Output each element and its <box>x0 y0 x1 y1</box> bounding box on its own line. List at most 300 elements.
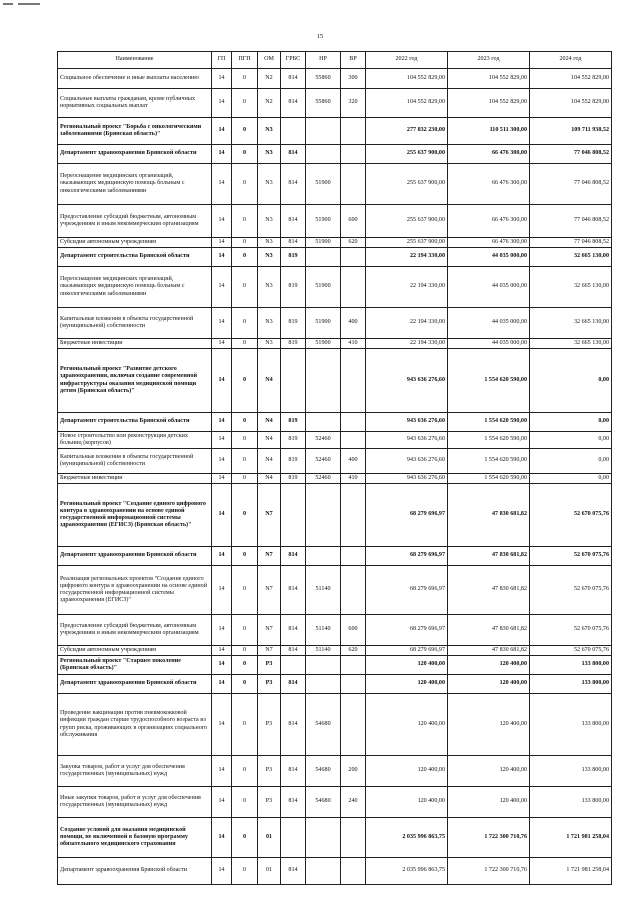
cell-2022: 943 636 276,60 <box>366 474 448 484</box>
cell-2022: 68 279 696,97 <box>366 484 448 547</box>
cell-grbs: 814 <box>281 675 306 694</box>
cell-gp: 14 <box>212 145 232 164</box>
cell-name: Предоставление субсидий бюджетным, автономным учреждениям и иным некоммерческим организациям <box>58 205 212 238</box>
cell-nr: 51900 <box>306 238 341 248</box>
cell-name: Переоснащение медицинских организаций, оказывающих медицинскую помощь больным с онкологическими заболеваниями <box>58 267 212 308</box>
cell-om: N3 <box>258 339 281 349</box>
cell-2024: 104 552 829,00 <box>530 69 612 89</box>
cell-om: 01 <box>258 858 281 885</box>
cell-2023: 44 035 000,00 <box>448 308 530 339</box>
cell-2022: 943 636 276,60 <box>366 449 448 474</box>
cell-gp: 14 <box>212 547 232 566</box>
cell-name: Департамент здравоохранения Брянской области <box>58 858 212 885</box>
cell-2024: 0,00 <box>530 449 612 474</box>
cell-pgp: 0 <box>232 267 258 308</box>
cell-pgp: 0 <box>232 547 258 566</box>
header-gp: ГП <box>212 52 232 69</box>
cell-name: Департамент здравоохранения Брянской области <box>58 145 212 164</box>
cell-2022: 120 400,00 <box>366 756 448 787</box>
cell-vr: 300 <box>341 69 366 89</box>
cell-2023: 1 554 620 590,00 <box>448 449 530 474</box>
table-row <box>58 238 612 248</box>
cell-2022: 120 400,00 <box>366 694 448 756</box>
cell-om: N7 <box>258 646 281 656</box>
cell-2022: 120 400,00 <box>366 675 448 694</box>
table-row <box>58 145 612 164</box>
cell-pgp: 0 <box>232 69 258 89</box>
cell-gp: 14 <box>212 756 232 787</box>
cell-2022: 68 279 696,97 <box>366 566 448 615</box>
cell-2023: 44 035 000,00 <box>448 339 530 349</box>
cell-gp: 14 <box>212 267 232 308</box>
cell-pgp: 0 <box>232 566 258 615</box>
header-vr: ВР <box>341 52 366 69</box>
cell-2024: 52 670 075,76 <box>530 484 612 547</box>
header-2022: 2022 год <box>366 52 448 69</box>
cell-vr: 400 <box>341 449 366 474</box>
cell-name: Субсидии автономным учреждениям <box>58 238 212 248</box>
table-header-row <box>58 52 612 69</box>
cell-gp: 14 <box>212 694 232 756</box>
table-row <box>58 615 612 646</box>
cell-2023: 104 552 829,00 <box>448 89 530 118</box>
cell-grbs: 814 <box>281 238 306 248</box>
cell-vr <box>341 547 366 566</box>
cell-2024: 32 665 130,00 <box>530 248 612 267</box>
cell-vr: 410 <box>341 474 366 484</box>
cell-grbs: 819 <box>281 432 306 449</box>
cell-2023: 120 400,00 <box>448 694 530 756</box>
header-nr: НР <box>306 52 341 69</box>
cell-vr <box>341 118 366 145</box>
cell-name: Бюджетные инвестиции <box>58 339 212 349</box>
cell-gp: 14 <box>212 349 232 413</box>
cell-2024: 0,00 <box>530 432 612 449</box>
cell-pgp: 0 <box>232 432 258 449</box>
cell-om: N3 <box>258 238 281 248</box>
table-row <box>58 267 612 308</box>
cell-2024: 52 670 075,76 <box>530 615 612 646</box>
cell-name: Закупка товаров, работ и услуг для обеспечения государственных (муниципальных) нужд <box>58 756 212 787</box>
cell-2024: 32 665 130,00 <box>530 308 612 339</box>
cell-pgp: 0 <box>232 449 258 474</box>
cell-2022: 255 637 900,00 <box>366 205 448 238</box>
cell-2022: 255 637 900,00 <box>366 238 448 248</box>
cell-2024: 32 665 130,00 <box>530 339 612 349</box>
cell-grbs <box>281 118 306 145</box>
cell-nr <box>306 656 341 675</box>
cell-2023: 1 554 620 590,00 <box>448 432 530 449</box>
cell-2022: 943 636 276,60 <box>366 413 448 432</box>
cell-vr: 410 <box>341 339 366 349</box>
cell-2024: 32 665 130,00 <box>530 267 612 308</box>
cell-2023: 47 830 681,82 <box>448 646 530 656</box>
cell-2024: 0,00 <box>530 349 612 413</box>
header-om: ОМ <box>258 52 281 69</box>
table-row <box>58 349 612 413</box>
cell-nr <box>306 349 341 413</box>
cell-2022: 2 035 996 863,75 <box>366 818 448 858</box>
cell-gp: 14 <box>212 69 232 89</box>
cell-2024: 133 800,00 <box>530 787 612 818</box>
cell-2022: 120 400,00 <box>366 787 448 818</box>
cell-gp: 14 <box>212 248 232 267</box>
cell-pgp: 0 <box>232 248 258 267</box>
cell-name: Департамент строительства Брянской области <box>58 248 212 267</box>
table-row <box>58 69 612 89</box>
cell-grbs: 819 <box>281 248 306 267</box>
cell-vr <box>341 432 366 449</box>
table-row <box>58 646 612 656</box>
cell-2023: 104 552 829,00 <box>448 69 530 89</box>
cell-2024: 52 670 075,76 <box>530 547 612 566</box>
header-2024: 2024 год <box>530 52 612 69</box>
cell-gp: 14 <box>212 118 232 145</box>
cell-pgp: 0 <box>232 339 258 349</box>
cell-name: Департамент здравоохранения Брянской области <box>58 547 212 566</box>
cell-grbs <box>281 818 306 858</box>
cell-2022: 277 832 230,00 <box>366 118 448 145</box>
table-row <box>58 118 612 145</box>
cell-name: Региональный проект "Создание единого цифрового контура в здравоохранении на основе единой государственной информационной системы здравоохранения (ЕГИСЗ) (Брянская область)" <box>58 484 212 547</box>
cell-om: P3 <box>258 656 281 675</box>
cell-2023: 66 476 300,00 <box>448 205 530 238</box>
cell-grbs: 814 <box>281 694 306 756</box>
cell-pgp: 0 <box>232 238 258 248</box>
cell-2022: 104 552 829,00 <box>366 69 448 89</box>
cell-2024: 104 552 829,00 <box>530 89 612 118</box>
cell-vr <box>341 566 366 615</box>
cell-2024: 77 046 808,52 <box>530 145 612 164</box>
cell-nr <box>306 547 341 566</box>
table-row <box>58 449 612 474</box>
cell-2023: 1 722 300 710,76 <box>448 818 530 858</box>
cell-2023: 66 476 300,00 <box>448 145 530 164</box>
cell-name: Капитальные вложения в объекты государственной (муниципальной) собственности <box>58 449 212 474</box>
cell-nr: 51140 <box>306 615 341 646</box>
cell-pgp: 0 <box>232 349 258 413</box>
cell-grbs: 814 <box>281 89 306 118</box>
cell-2023: 1 554 620 590,00 <box>448 349 530 413</box>
cell-nr: 52460 <box>306 432 341 449</box>
cell-nr: 54680 <box>306 756 341 787</box>
cell-grbs: 814 <box>281 547 306 566</box>
cell-om: N3 <box>258 118 281 145</box>
cell-pgp: 0 <box>232 694 258 756</box>
cell-nr: 51900 <box>306 267 341 308</box>
cell-2024: 133 800,00 <box>530 694 612 756</box>
cell-gp: 14 <box>212 308 232 339</box>
cell-grbs: 814 <box>281 205 306 238</box>
cell-grbs: 819 <box>281 339 306 349</box>
cell-grbs: 814 <box>281 858 306 885</box>
cell-om: P3 <box>258 756 281 787</box>
cell-grbs: 814 <box>281 69 306 89</box>
cell-om: N7 <box>258 566 281 615</box>
cell-om: N7 <box>258 484 281 547</box>
cell-vr: 620 <box>341 238 366 248</box>
cell-nr <box>306 484 341 547</box>
cell-grbs: 819 <box>281 308 306 339</box>
cell-nr <box>306 118 341 145</box>
cell-2023: 47 830 681,82 <box>448 484 530 547</box>
cell-name: Департамент строительства Брянской области <box>58 413 212 432</box>
cell-pgp: 0 <box>232 615 258 646</box>
table-row <box>58 694 612 756</box>
cell-name: Региональный проект "Борьба с онкологическими заболеваниями (Брянская область)" <box>58 118 212 145</box>
table-row <box>58 164 612 205</box>
cell-nr <box>306 858 341 885</box>
cell-2022: 255 637 900,00 <box>366 164 448 205</box>
cell-om: P3 <box>258 787 281 818</box>
cell-om: N3 <box>258 145 281 164</box>
cell-om: N3 <box>258 205 281 238</box>
cell-gp: 14 <box>212 675 232 694</box>
cell-pgp: 0 <box>232 787 258 818</box>
table-body <box>58 69 612 885</box>
cell-grbs: 814 <box>281 646 306 656</box>
cell-gp: 14 <box>212 474 232 484</box>
cell-2023: 44 035 000,00 <box>448 267 530 308</box>
cell-grbs: 814 <box>281 615 306 646</box>
cell-2022: 22 194 330,00 <box>366 308 448 339</box>
cell-gp: 14 <box>212 818 232 858</box>
cell-2022: 2 035 996 863,75 <box>366 858 448 885</box>
cell-2022: 120 400,00 <box>366 656 448 675</box>
cell-2023: 47 830 681,82 <box>448 615 530 646</box>
cell-name: Предоставление субсидий бюджетным, автономным учреждениям и иным некоммерческим организациям <box>58 615 212 646</box>
table-row <box>58 205 612 238</box>
scan-corner-mark <box>0 0 48 10</box>
cell-gp: 14 <box>212 484 232 547</box>
table-row <box>58 484 612 547</box>
cell-2023: 120 400,00 <box>448 787 530 818</box>
cell-grbs <box>281 349 306 413</box>
cell-2024: 1 721 981 258,04 <box>530 818 612 858</box>
cell-name: Социальные выплаты гражданам, кроме публичных нормативных социальных выплат <box>58 89 212 118</box>
cell-om: N3 <box>258 248 281 267</box>
cell-vr: 400 <box>341 308 366 339</box>
cell-vr: 600 <box>341 615 366 646</box>
cell-grbs: 819 <box>281 413 306 432</box>
cell-2023: 120 400,00 <box>448 656 530 675</box>
cell-2024: 77 046 808,52 <box>530 238 612 248</box>
cell-pgp: 0 <box>232 818 258 858</box>
cell-pgp: 0 <box>232 474 258 484</box>
cell-name: Реализация региональных проектов "Создание единого цифрового контура в здравоохранении на основе единой государственной информационной системы здравоохранения (ЕГИСЗ)" <box>58 566 212 615</box>
cell-nr <box>306 413 341 432</box>
cell-2022: 68 279 696,97 <box>366 547 448 566</box>
cell-pgp: 0 <box>232 145 258 164</box>
header-grbs: ГРБС <box>281 52 306 69</box>
cell-2023: 120 400,00 <box>448 756 530 787</box>
cell-pgp: 0 <box>232 858 258 885</box>
cell-name: Бюджетные инвестиции <box>58 474 212 484</box>
cell-nr <box>306 145 341 164</box>
cell-2024: 133 800,00 <box>530 756 612 787</box>
cell-name: Переоснащение медицинских организаций, оказывающих медицинскую помощь больным с онкологическими заболеваниями <box>58 164 212 205</box>
cell-vr <box>341 145 366 164</box>
cell-om: N2 <box>258 69 281 89</box>
cell-nr <box>306 818 341 858</box>
table-row <box>58 89 612 118</box>
cell-2023: 66 476 300,00 <box>448 238 530 248</box>
header-name: Наименование <box>58 52 212 69</box>
cell-om: N4 <box>258 349 281 413</box>
cell-gp: 14 <box>212 432 232 449</box>
cell-gp: 14 <box>212 615 232 646</box>
cell-om: N3 <box>258 164 281 205</box>
cell-2023: 66 476 300,00 <box>448 164 530 205</box>
cell-name: Иные закупки товаров, работ и услуг для обеспечения государственных (муниципальных) нужд <box>58 787 212 818</box>
cell-gp: 14 <box>212 656 232 675</box>
cell-grbs: 814 <box>281 164 306 205</box>
table-row <box>58 547 612 566</box>
cell-name: Социальное обеспечение и иные выплаты населению <box>58 69 212 89</box>
table-row <box>58 756 612 787</box>
cell-om: N4 <box>258 474 281 484</box>
cell-nr <box>306 675 341 694</box>
cell-2024: 52 670 075,76 <box>530 646 612 656</box>
cell-pgp: 0 <box>232 646 258 656</box>
cell-vr: 600 <box>341 205 366 238</box>
cell-gp: 14 <box>212 566 232 615</box>
cell-vr: 320 <box>341 89 366 118</box>
cell-om: N4 <box>258 413 281 432</box>
cell-2023: 1 554 620 590,00 <box>448 413 530 432</box>
cell-vr <box>341 164 366 205</box>
cell-2023: 47 830 681,82 <box>448 566 530 615</box>
cell-grbs: 819 <box>281 449 306 474</box>
cell-om: N3 <box>258 267 281 308</box>
cell-nr: 51900 <box>306 164 341 205</box>
cell-name: Капитальные вложения в объекты государственной (муниципальной) собственности <box>58 308 212 339</box>
header-2023: 2023 год <box>448 52 530 69</box>
cell-vr <box>341 349 366 413</box>
cell-nr: 51140 <box>306 646 341 656</box>
cell-name: Департамент здравоохранения Брянской области <box>58 675 212 694</box>
table-row <box>58 339 612 349</box>
cell-name: Региональный проект "Старшее поколение (Брянская область)" <box>58 656 212 675</box>
cell-vr <box>341 267 366 308</box>
cell-pgp: 0 <box>232 89 258 118</box>
cell-2022: 943 636 276,60 <box>366 432 448 449</box>
cell-vr <box>341 413 366 432</box>
cell-vr: 240 <box>341 787 366 818</box>
cell-nr: 51900 <box>306 205 341 238</box>
cell-grbs: 819 <box>281 267 306 308</box>
cell-pgp: 0 <box>232 484 258 547</box>
cell-nr: 55860 <box>306 69 341 89</box>
cell-2023: 110 511 300,00 <box>448 118 530 145</box>
cell-nr: 54680 <box>306 787 341 818</box>
cell-2024: 0,00 <box>530 413 612 432</box>
cell-2022: 68 279 696,97 <box>366 615 448 646</box>
cell-2022: 22 194 330,00 <box>366 267 448 308</box>
cell-name: Региональный проект "Развитие детского здравоохранения, включая создание современной инфраструктуры оказания медицинской помощи детям (Брянская область)" <box>58 349 212 413</box>
cell-name: Проведение вакцинации против пневмококковой инфекции граждан старше трудоспособного возраста из групп риска, проживающих в организациях социального обслуживания <box>58 694 212 756</box>
cell-grbs: 814 <box>281 756 306 787</box>
cell-gp: 14 <box>212 339 232 349</box>
cell-om: N7 <box>258 615 281 646</box>
cell-2023: 1 554 620 590,00 <box>448 474 530 484</box>
cell-2023: 1 722 300 710,76 <box>448 858 530 885</box>
table-row <box>58 413 612 432</box>
cell-2024: 133 800,00 <box>530 675 612 694</box>
cell-om: P3 <box>258 675 281 694</box>
cell-vr: 620 <box>341 646 366 656</box>
cell-vr <box>341 694 366 756</box>
cell-2022: 22 194 330,00 <box>366 339 448 349</box>
cell-pgp: 0 <box>232 205 258 238</box>
cell-nr: 51140 <box>306 566 341 615</box>
cell-2022: 22 194 330,00 <box>366 248 448 267</box>
cell-pgp: 0 <box>232 656 258 675</box>
table-row <box>58 675 612 694</box>
cell-gp: 14 <box>212 164 232 205</box>
cell-gp: 14 <box>212 858 232 885</box>
cell-nr <box>306 248 341 267</box>
cell-grbs: 814 <box>281 787 306 818</box>
cell-vr <box>341 675 366 694</box>
table-row <box>58 308 612 339</box>
cell-vr <box>341 248 366 267</box>
cell-name: Создание условий для оказания медицинской помощи, не включенной в базовую программу обязательного медицинского страхования <box>58 818 212 858</box>
cell-2024: 52 670 075,76 <box>530 566 612 615</box>
page-number: 15 <box>316 33 324 40</box>
cell-name: Субсидии автономным учреждениям <box>58 646 212 656</box>
cell-vr <box>341 484 366 547</box>
cell-om: N4 <box>258 449 281 474</box>
cell-2023: 47 830 681,82 <box>448 547 530 566</box>
cell-vr <box>341 858 366 885</box>
cell-om: P3 <box>258 694 281 756</box>
cell-grbs <box>281 656 306 675</box>
cell-2024: 1 721 981 258,04 <box>530 858 612 885</box>
cell-nr: 55860 <box>306 89 341 118</box>
cell-grbs: 819 <box>281 474 306 484</box>
cell-om: 01 <box>258 818 281 858</box>
table-row <box>58 474 612 484</box>
cell-name: Новое строительство или реконструкция детских больниц (корпусов) <box>58 432 212 449</box>
cell-2024: 77 046 808,52 <box>530 205 612 238</box>
cell-2024: 133 800,00 <box>530 656 612 675</box>
cell-gp: 14 <box>212 413 232 432</box>
cell-2022: 68 279 696,97 <box>366 646 448 656</box>
cell-pgp: 0 <box>232 413 258 432</box>
table-row <box>58 656 612 675</box>
cell-pgp: 0 <box>232 756 258 787</box>
cell-gp: 14 <box>212 449 232 474</box>
header-pgp: ПГП <box>232 52 258 69</box>
cell-pgp: 0 <box>232 164 258 205</box>
cell-gp: 14 <box>212 787 232 818</box>
cell-2024: 109 711 938,52 <box>530 118 612 145</box>
cell-2024: 0,00 <box>530 474 612 484</box>
table-row <box>58 432 612 449</box>
cell-pgp: 0 <box>232 308 258 339</box>
cell-grbs: 814 <box>281 145 306 164</box>
table-row <box>58 787 612 818</box>
cell-grbs <box>281 484 306 547</box>
cell-gp: 14 <box>212 205 232 238</box>
table-row <box>58 858 612 885</box>
cell-2023: 120 400,00 <box>448 675 530 694</box>
cell-2024: 77 046 808,52 <box>530 164 612 205</box>
cell-nr: 52460 <box>306 449 341 474</box>
budget-table <box>57 51 612 885</box>
cell-2022: 255 637 900,00 <box>366 145 448 164</box>
